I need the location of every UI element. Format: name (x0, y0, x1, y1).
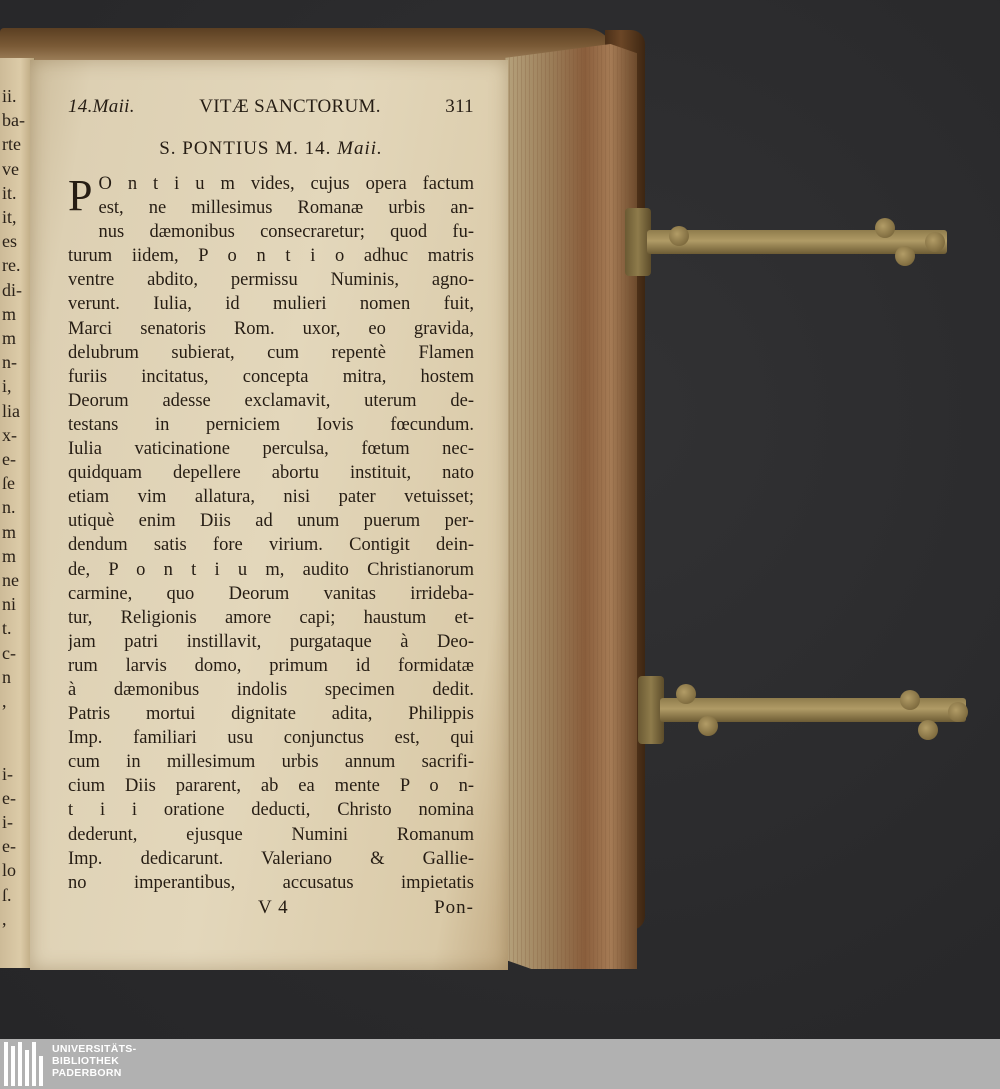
previous-page-fragment: x- (2, 424, 17, 445)
text-line: Iulia vaticinatione perculsa, fœtum nec- (68, 439, 474, 460)
section-title (68, 138, 474, 168)
text-line: carmine, quo Deorum vanitas irrideba- (68, 583, 474, 604)
clasp-knob (895, 246, 915, 266)
previous-page-fragment: , (2, 908, 7, 929)
running-head-date: 14.Maii. (68, 96, 135, 117)
text-line: Patris mortui dignitate adita, Philippis (68, 704, 474, 725)
logo-bar (25, 1050, 29, 1086)
previous-page-fragment: re. (2, 255, 21, 276)
logo-bar (18, 1042, 22, 1086)
previous-page-fragment: m (2, 545, 17, 566)
logo-text-line: UNIVERSITÄTS- (52, 1043, 137, 1055)
previous-page-fragment: n (2, 666, 11, 687)
text-line: tur, Religionis amore capi; haustum et- (68, 607, 474, 628)
text-line: Deorum adesse exclamavit, uterum de- (68, 390, 474, 411)
text-line: cum in millesimum urbis annum sacrifi- (68, 752, 474, 773)
text-line: ventre abdito, permissu Numinis, agno- (68, 270, 474, 291)
previous-page-fragment: ve (2, 158, 19, 179)
clasp-knob (669, 226, 689, 246)
catchword: Pon- (434, 896, 474, 918)
previous-page-fragment: n. (2, 497, 16, 518)
text-line: O n t i u m vides, cujus opera factum (98, 174, 474, 194)
text-line: rum larvis domo, primum id formidatæ (68, 655, 474, 676)
previous-page-fragment: , (2, 691, 7, 711)
previous-page-fragment: n- (2, 352, 17, 373)
text-line: etiam vim allatura, nisi pater vetuisset; (68, 487, 474, 508)
text-line: turum iidem, P o n t i o adhuc matris (68, 246, 474, 267)
text-line: à dæmonibus indolis specimen dedit. (68, 679, 474, 700)
previous-page-fragment: rte (2, 134, 21, 155)
text-line: Imp. familiari usu conjunctus est, qui (68, 728, 474, 749)
section-title-month: Maii. (337, 138, 383, 159)
text-line: quidquam depellere abortu instituit, nato (68, 463, 474, 484)
text-line: verunt. Iulia, id mulieri nomen fuit, (68, 294, 474, 315)
previous-page-fragment: ii. (2, 86, 17, 106)
clasp-knob (918, 720, 938, 740)
clasp-knob (900, 690, 920, 710)
previous-page-fragment: i- (2, 812, 13, 832)
previous-page-fragment: c- (2, 642, 16, 663)
clasp-knob (948, 702, 968, 722)
body-text (68, 172, 474, 895)
logo-text-line: PADERBORN (52, 1067, 122, 1079)
previous-page-fragment: ſe (2, 473, 15, 494)
previous-page-fragment: e- (2, 836, 16, 857)
page-text (68, 96, 474, 919)
running-head (68, 96, 474, 124)
text-line: testans in perniciem Iovis fœcundum. (68, 414, 474, 435)
text-line: no imperantibus, accusatus impietatis (68, 872, 474, 893)
text-line: Imp. dedicarunt. Valeriano & Gallie- (68, 848, 474, 869)
previous-page-fragment: lo (2, 860, 17, 881)
text-line: delubrum subierat, cum repentè Flamen (68, 342, 474, 363)
book-page (30, 60, 508, 970)
logo-bar (11, 1046, 15, 1086)
text-line: jam patri instillavit, purgataque à Deo- (68, 631, 474, 652)
drop-cap: P (68, 171, 93, 220)
page-footer-line (68, 897, 474, 919)
text-line: cium Diis pararent, ab ea mente P o n- (68, 776, 474, 797)
logo-bar (32, 1042, 36, 1086)
previous-page-fragment: m (2, 328, 17, 348)
text-line: est, ne millesimus Romanæ urbis an- (98, 198, 474, 219)
page-edges (505, 44, 637, 969)
text-line: de, P o n t i u m, audito Christianorum (68, 559, 474, 580)
text-line: t i i oratione deducti, Christo nomina (68, 800, 474, 821)
previous-page-fragment: ba- (2, 110, 25, 131)
logo-bar (39, 1056, 43, 1086)
previous-page-fragment: ſ. (2, 884, 12, 905)
clasp-knob (875, 218, 895, 238)
page-number: 311 (445, 96, 474, 117)
previous-page-fragment: it. (2, 182, 17, 203)
previous-page-fragment: e- (2, 787, 16, 808)
previous-page-fragment: it, (2, 207, 17, 227)
running-head-title: VITÆ SANCTORUM. (199, 96, 381, 117)
previous-page-fragment: di- (2, 279, 22, 300)
clasp-knob (698, 716, 718, 736)
previous-page-fragment: t. (2, 618, 12, 639)
signature-mark: V 4 (258, 896, 289, 918)
previous-page-fragment: m (2, 521, 17, 542)
footer-bar (0, 1039, 1000, 1089)
previous-page-fragment: i, (2, 376, 12, 397)
previous-page-fragment: ne (2, 570, 19, 590)
previous-page-fragment: i- (2, 763, 13, 784)
logo-text-line: BIBLIOTHEK (52, 1055, 120, 1067)
text-line: dendum satis fore virium. Contigit dein- (68, 535, 474, 556)
previous-page-fragment: es (2, 231, 17, 252)
clasp-knob (676, 684, 696, 704)
logo-bar (4, 1042, 8, 1086)
text-line: nus dæmonibus consecraretur; quod fu- (98, 222, 474, 243)
text-line: utiquè enim Diis ad unum puerum per- (68, 511, 474, 532)
library-logo-text (52, 1043, 136, 1079)
previous-page-fragment: lia (2, 400, 20, 421)
text-line: Marci senatoris Rom. uxor, eo gravida, (68, 318, 474, 339)
previous-page-fragment: e- (2, 449, 16, 469)
previous-page-fragment: m (2, 303, 17, 324)
clasp-knob (925, 232, 945, 252)
library-logo-icon (4, 1042, 46, 1086)
previous-page-fragment: ni (2, 594, 17, 615)
text-line: furiis incitatus, concepta mitra, hostem (68, 366, 474, 387)
section-title-name: S. PONTIUS M. 14. (159, 138, 332, 159)
text-line: dederunt, ejusque Numini Romanum (68, 824, 474, 845)
